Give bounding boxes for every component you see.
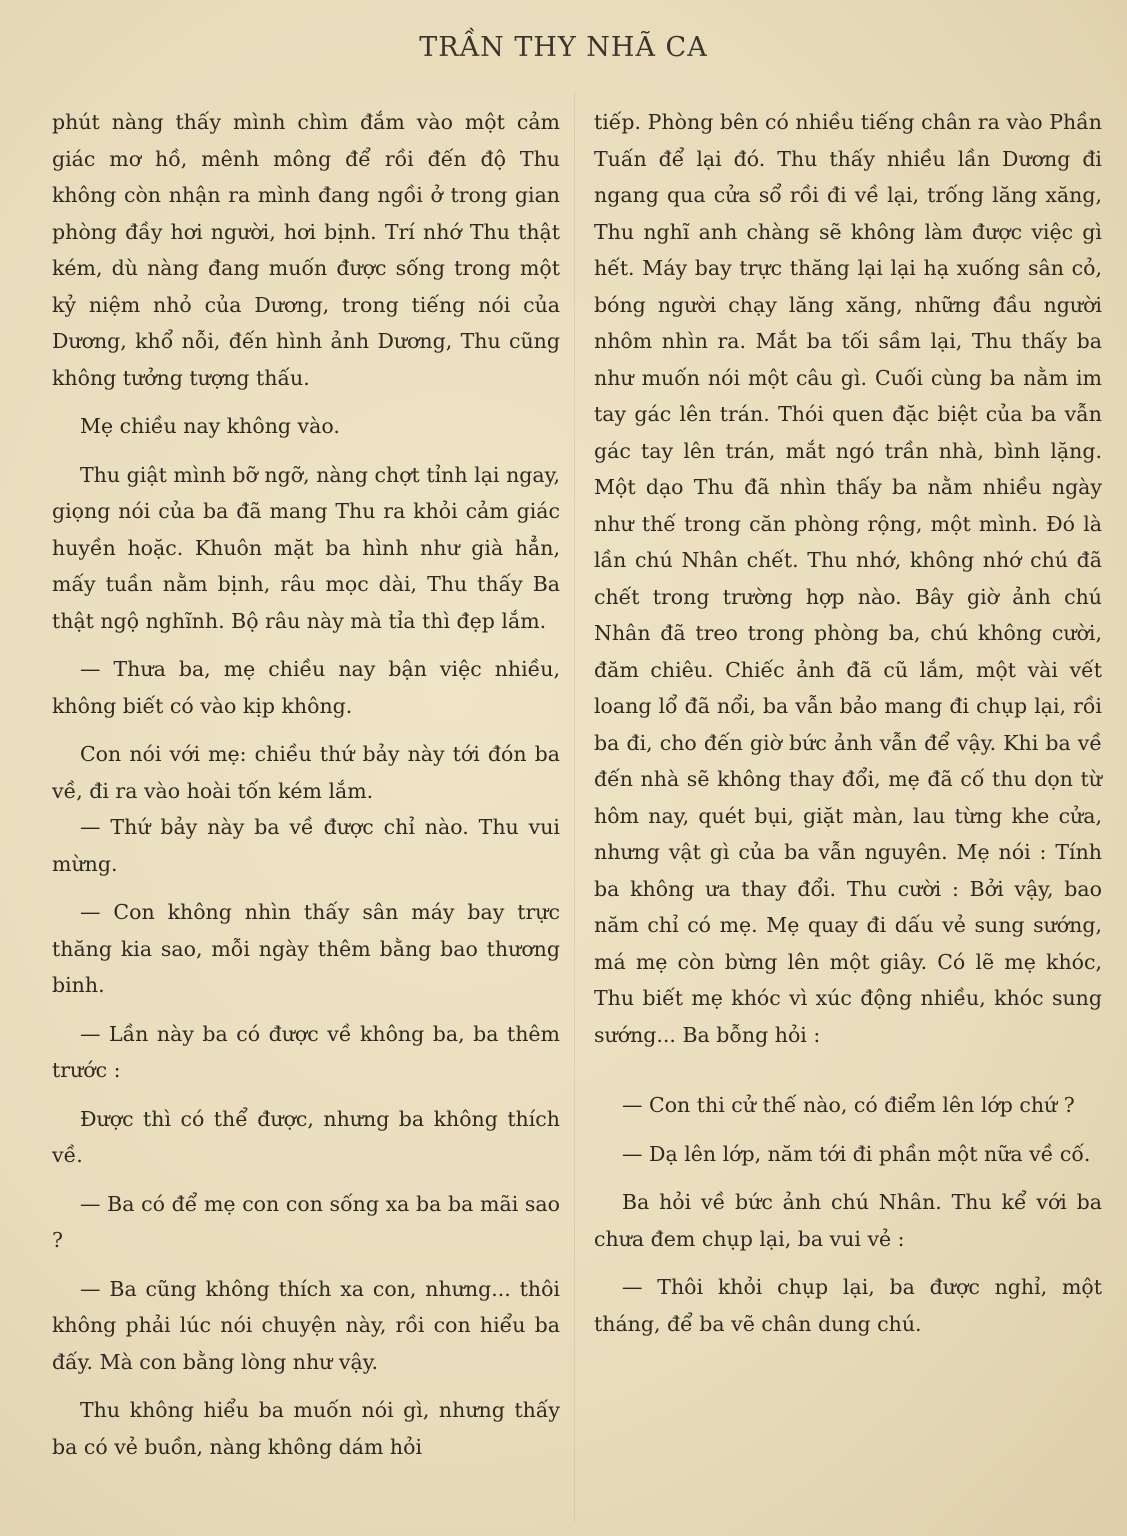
paragraph: — Thứ bảy này ba về được chỉ nào. Thu vui mừng.: [52, 815, 560, 876]
paragraph: Ba hỏi về bức ảnh chú Nhân. Thu kể với ba chưa đem chụp lại, ba vui vẻ :: [594, 1190, 1102, 1251]
paragraph: — Thôi khỏi chụp lại, ba được nghỉ, một tháng, để ba vẽ chân dung chú.: [594, 1275, 1102, 1336]
paragraph: — Dạ lên lớp, năm tới đi phần một nữa về cố.: [622, 1141, 1091, 1166]
paragraph: Thu không hiểu ba muốn nói gì, nhưng thấy ba có vẻ buồn, nàng không dám hỏi: [52, 1398, 560, 1459]
running-header: TRẦN THY NHÃ CA: [419, 32, 708, 63]
paragraph: Con nói với mẹ: chiều thứ bảy này tới đón ba về, đi ra vào hoài tốn kém lắm.: [52, 742, 560, 803]
paragraph: Được thì có thể được, nhưng ba không thích về.: [52, 1106, 560, 1167]
paragraph: phút nàng thấy mình chìm đắm vào một cảm giác mơ hồ, mênh mông để rồi đến độ Thu không còn nhận ra mình đang ngồi ở trong gian phòng đầy hơi người, hơi bịnh. Trí nhớ Thu thật kém, dù nàng đang muốn được sống trong một kỷ niệm nhỏ của Dương, trong tiếng nói của Dương, khổ nỗi, đến hình ảnh Dương, Thu cũng không tưởng tượng thấu.: [52, 110, 560, 390]
paragraph: Thu giật mình bỡ ngỡ, nàng chợt tỉnh lại ngay, giọng nói của ba đã mang Thu ra khỏi cảm giác huyền hoặc. Khuôn mặt ba hình như già hẳn, mấy tuần nằm bịnh, râu mọc dài, Thu thấy Ba thật ngộ nghĩnh. Bộ râu này mà tỉa thì đẹp lắm.: [52, 462, 560, 633]
left-column: [52, 104, 560, 1465]
paragraph: Mẹ chiều nay không vào.: [80, 414, 340, 438]
paragraph: tiếp. Phòng bên có nhiều tiếng chân ra vào Phần Tuấn để lại đó. Thu thấy nhiều lần Dương đi ngang qua cửa sổ rồi đi về lại, trống lăng xăng, Thu nghĩ anh chàng sẽ không làm được việc gì hết. Máy bay trực thăng lại lại hạ xuống sân cỏ, bóng người chạy lăng xăng, những đầu người nhôm nhìn ra. Mắt ba tối sầm lại, Thu thấy ba như muốn nói một câu gì. Cuối cùng ba nằm im tay gác lên trán. Thói quen đặc biệt của ba vẫn gác tay lên trán, mắt ngó trần nhà, bình lặng. Một dạo Thu đã nhìn thấy ba nằm nhiều ngày như thế trong căn phòng rộng, một mình. Đó là lần chú Nhân chết. Thu nhớ, không nhớ chú đã chết trong trường hợp nào. Bây giờ ảnh chú Nhân đã treo trong phòng ba, chú không cười, đăm chiêu. Chiếc ảnh đã cũ lắm, một vài vết loang lổ đã nổi, ba vẫn bảo mang đi chụp lại, rồi ba đi, cho đến giờ bức ảnh vẫn để vậy. Khi ba về đến nhà sẽ không thay đổi, mẹ đã cố thu dọn từ hôm nay, quét bụi, giặt màn, lau từng khe cửa, nhưng vật gì của ba vẫn nguyên. Mẹ nói : Tính ba không ưa thay đổi. Thu cười : Bởi vậy, bao năm chỉ có mẹ. Mẹ quay đi dấu vẻ sung sướng, má mẹ còn bừng lên một giây. Có lẽ mẹ khóc, Thu biết mẹ khóc vì xúc động nhiều, khóc sung sướng... Ba bỗng hỏi :: [594, 110, 1102, 1047]
paragraph: — Con không nhìn thấy sân máy bay trực thăng kia sao, mỗi ngày thêm bằng bao thương binh.: [52, 900, 560, 997]
paragraph: — Thưa ba, mẹ chiều nay bận việc nhiều, không biết có vào kịp không.: [52, 657, 560, 718]
paragraph: — Con thi cử thế nào, có điểm lên lớp chứ ?: [622, 1093, 1075, 1117]
paragraph: — Ba cũng không thích xa con, nhưng... thôi không phải lúc nói chuyện này, rồi con hiểu ba đấy. Mà con bằng lòng như vậy.: [52, 1276, 560, 1374]
column-divider: [574, 92, 575, 1522]
right-column: [594, 104, 1102, 1342]
paragraph: — Lần này ba có được về không ba, ba thêm trước :: [52, 1021, 560, 1082]
paragraph: — Ba có để mẹ con con sống xa ba ba mãi sao ?: [52, 1191, 560, 1252]
